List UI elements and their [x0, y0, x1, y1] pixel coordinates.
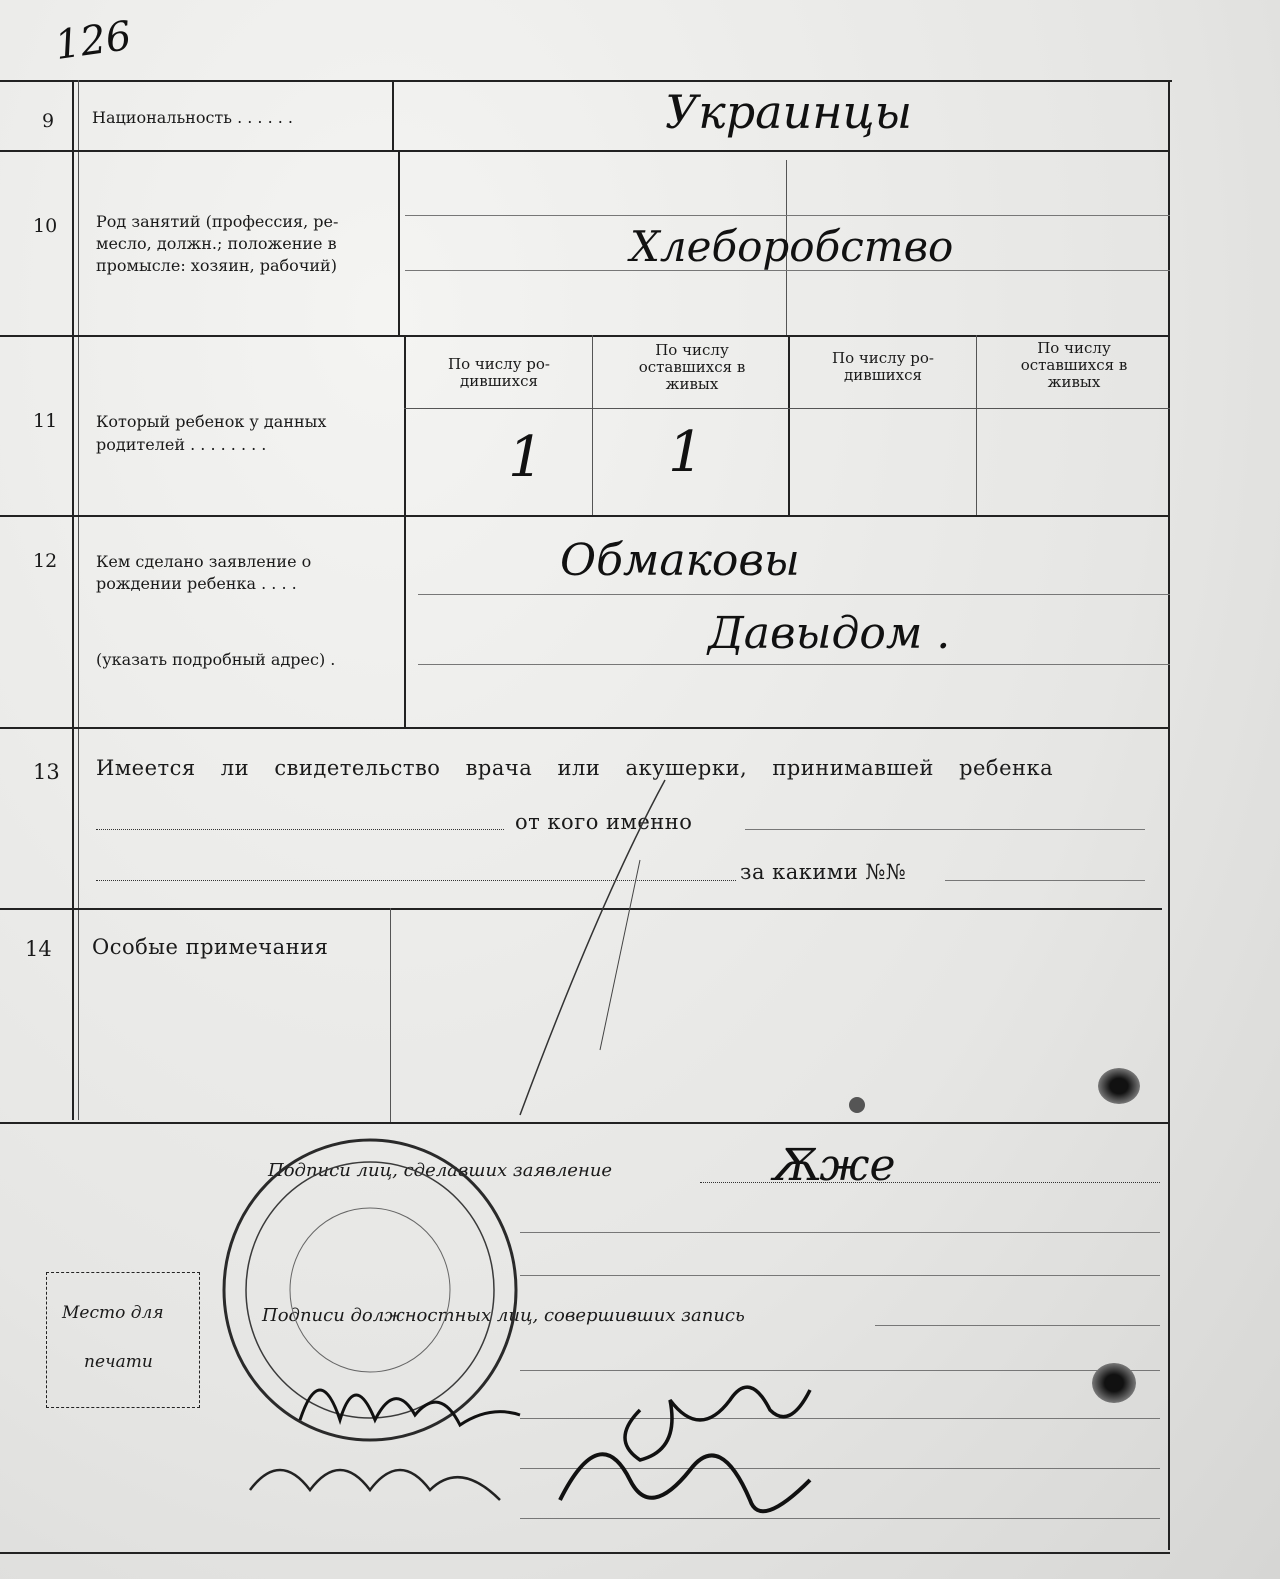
row-13-from-whom: от кого именно [515, 810, 693, 834]
row-9-label: Национальность . . . . . . [92, 108, 294, 127]
row-12-number: 12 [33, 550, 58, 572]
row-11-col-3-header: По числу ро- дившихся [831, 349, 935, 384]
row-14-number: 14 [25, 937, 52, 961]
row-12-label-line-2: рождении ребенка . . . . [96, 574, 297, 593]
row-12-value-2: Давыдом . [708, 608, 951, 659]
row-11-col-4-header: По числу оставшихся в живых [1020, 339, 1128, 391]
row-11-label-line-1: Который ребенок у данных [96, 412, 327, 431]
row-9-number: 9 [42, 110, 55, 132]
row-11-label-line-2: родителей . . . . . . . . [96, 435, 267, 454]
row-10-number: 10 [33, 215, 58, 237]
row-9-value: Украинцы [665, 85, 913, 139]
row-12-label-line-3: (указать подробный адрес) . [96, 650, 336, 669]
ink-dot [849, 1097, 865, 1113]
seal-placeholder-line-1: Место для [62, 1303, 164, 1323]
binding-hole-bottom [1092, 1363, 1136, 1403]
row-12-label-line-1: Кем сделано заявление о [96, 552, 312, 571]
row-10-value: Хлеборобство [630, 222, 954, 271]
row-11-value-1: 1 [508, 425, 544, 490]
row-11-col-1-header: По числу ро- дившихся [447, 355, 551, 390]
corner-page-number: 126 [52, 12, 135, 70]
applicants-signature-label: Подписи лиц, сделавших заявление [268, 1160, 613, 1181]
row-11-value-2: 1 [668, 420, 704, 485]
row-10-label-line-2: месло, должн.; положение в [96, 234, 337, 253]
row-13-question: Имеется ли свидетельство врача или акушерки, принимавшей ребенка [96, 756, 1054, 780]
officials-signature-label: Подписи должностных лиц, совершивших запись [262, 1305, 745, 1326]
binding-hole-top [1098, 1068, 1140, 1104]
row-11-number: 11 [33, 410, 58, 432]
row-13-number: 13 [33, 760, 60, 784]
row-10-label-line-3: промысле: хозяин, рабочий) [96, 256, 337, 275]
applicants-signature: Ѫже [770, 1140, 896, 1191]
seal-placeholder-line-2: печати [84, 1352, 153, 1372]
row-12-value-1: Обмаковы [560, 535, 800, 586]
row-10-label-line-1: Род занятий (профессия, ре- [96, 212, 339, 231]
row-14-label: Особые примечания [92, 935, 329, 959]
row-11-col-2-header: По числу оставшихся в живых [638, 341, 746, 393]
row-13-numbers-label: за какими №№ [740, 860, 907, 884]
